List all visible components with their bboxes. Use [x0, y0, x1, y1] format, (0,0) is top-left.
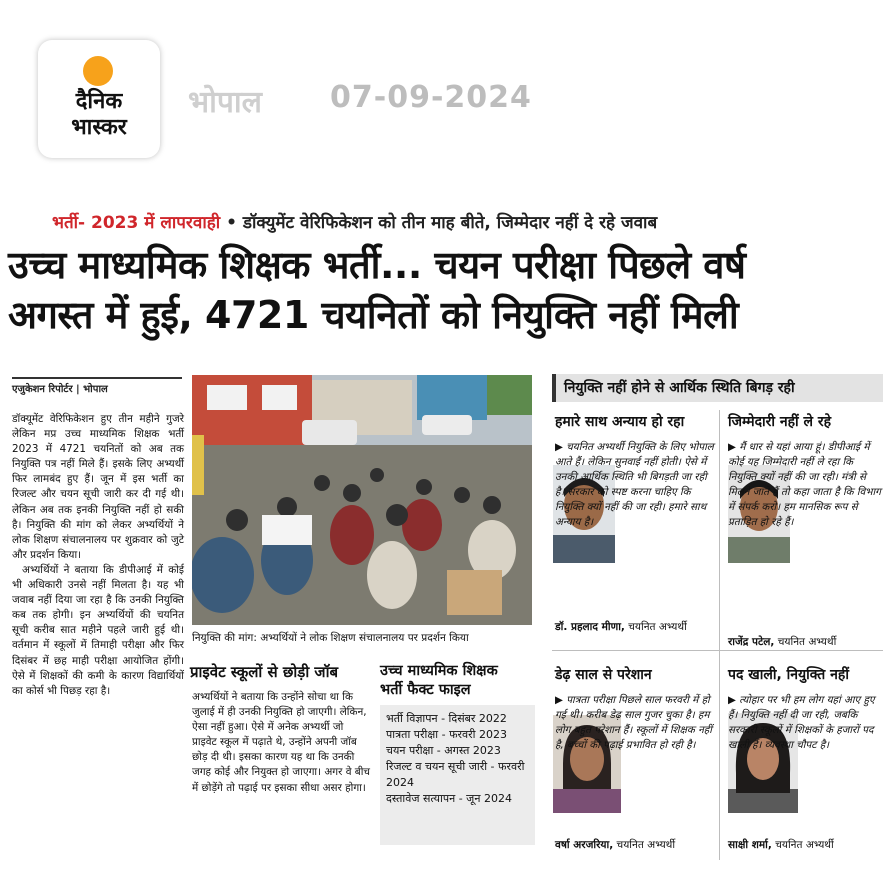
kicker-tag: भर्ती- 2023 में लापरवाही: [52, 213, 221, 233]
quote1-text: [555, 440, 717, 530]
quote-marker-icon: ▶: [728, 441, 740, 453]
quote4-text: [728, 693, 883, 753]
quote2-name: राजेंद्र पटेल,: [728, 636, 775, 648]
quote1-signature: [555, 620, 717, 635]
quote1-body: चयनित अभ्यर्थी नियुक्ति के लिए भोपाल आते हैं। लेकिन सुनवाई नहीं होती। ऐसे में उनकी आर्थिक स्थिति भी बिगड़ती जा रही है। सरकार को स्पष्ट करना चाहिए कि नियुक्ति क्यों नहीं की जा रही। हमारे साथ अन्याय है।: [555, 441, 714, 528]
quote4-heading: पद खाली, नियुक्ति नहीं: [728, 667, 849, 683]
quote1-role: चयनित अभ्यर्थी: [628, 621, 687, 633]
edition-date: 07-09-2024: [330, 80, 532, 115]
logo-sun-icon: [83, 56, 113, 86]
quote4-body: त्योहार पर भी हम लोग यहां आए हुए हैं। नियुक्ति नहीं दी जा रही, जबकि सरकारी स्कूलों में शिक्षकों के हजारों पद खाली हैं। व्यवस्था चौपट है।: [728, 694, 875, 751]
factfile-heading-line1: उच्च माध्यमिक शिक्षक: [380, 663, 498, 679]
factfile-item: पात्रता परीक्षा - फरवरी 2023: [386, 728, 508, 741]
byline: एजुकेशन रिपोर्टर | भोपाल: [12, 377, 182, 395]
headline-line1: उच्च माध्यमिक शिक्षक भर्ती... चयन परीक्षा पिछले वर्ष: [8, 243, 746, 287]
quote-marker-icon: ▶: [728, 694, 740, 706]
quote4-signature: [728, 838, 888, 853]
factfile-heading-line2: भर्ती फैक्ट फाइल: [380, 682, 471, 698]
main-story-para2: अभ्यर्थियों ने बताया कि डीपीआई में कोई भी अधिकारी उनसे नहीं मिलता है। यह भी जवाब नहीं दिया जा रहा है कि उनकी नियुक्ति कब तक होगी। इन अभ्यर्थियों की चयनित सूची करीब सात महीने पहले जारी हुई थी। वर्तमान में स्कूलों में तिमाही परीक्षा और फिर दिसंबर में छह माही परीक्षा आयोजित होंगी। ऐसे में शिक्षकों की कमी के कारण विद्यार्थियों का कोर्स भी पिछड़ रहा है।: [12, 563, 184, 697]
factfile-item: दस्तावेज सत्यापन - जून 2024: [386, 792, 512, 805]
quote3-name: वर्षा अरजरिया,: [555, 839, 614, 851]
protest-photo: [192, 375, 532, 625]
edition-city: भोपाल: [188, 85, 263, 120]
photo-caption: नियुक्ति की मांग: अभ्यर्थियों ने लोक शिक्षण संचालनालय पर प्रदर्शन किया: [192, 632, 469, 644]
headline-line2: अगस्त में हुई, 4721 चयनितों को नियुक्ति नहीं मिली: [8, 293, 739, 337]
factfile-item: भर्ती विज्ञापन - दिसंबर 2022: [386, 712, 507, 725]
column-divider: [719, 410, 720, 860]
main-story: [12, 412, 184, 699]
row-divider: [552, 650, 883, 651]
quote1-name: डॉ. प्रहलाद मीणा,: [555, 621, 625, 633]
protest-photo-illustration: [192, 375, 532, 625]
kicker-bullet: •: [226, 213, 243, 233]
quote4-name: साक्षी शर्मा,: [728, 839, 772, 851]
quote4-role: चयनित अभ्यर्थी: [775, 839, 834, 851]
factfile-heading: [380, 662, 540, 700]
right-banner: नियुक्ति नहीं होने से आर्थिक स्थिति बिगड़ रही: [552, 374, 883, 402]
private-school-heading: प्राइवेट स्कूलों से छोड़ी जॉब: [190, 663, 339, 681]
quote-marker-icon: ▶: [555, 441, 567, 453]
factfile-item: चयन परीक्षा - अगस्त 2023: [386, 744, 501, 757]
quote3-role: चयनित अभ्यर्थी: [616, 839, 676, 851]
kicker: [52, 210, 872, 233]
quote3-heading: डेढ़ साल से परेशान: [555, 667, 652, 683]
quote2-heading: जिम्मेदारी नहीं ले रहे: [728, 414, 832, 430]
kicker-text: डॉक्युमेंट वेरिफिकेशन को तीन माह बीते, जिम्मेदार नहीं दे रहे जवाब: [242, 213, 658, 233]
main-story-para1: डॉक्यूमेंट वेरिफिकेशन हुए तीन महीने गुजरे लेकिन मप्र उच्च माध्यमिक शिक्षक भर्ती 2023 में 4721 चयनितों को अब तक नियुक्ति पत्र नहीं मिले हैं। इसके लिए अभ्यर्थी फिर लामबंद हुए हैं। जून में इस भर्ती का रिजल्ट और चयन सूची जारी कर दी गई थी। लेकिन अब तक इनकी नियुक्ति नहीं हो सकी है। नियुक्ति की मांग को लेकर अभ्यर्थियों ने लोक शिक्षण संचालनालय पर शुक्रवार को जुटे और प्रदर्शन किया।: [12, 413, 184, 561]
factfile-box: [380, 705, 535, 845]
quote3-signature: [555, 838, 717, 853]
quote1-heading: हमारे साथ अन्याय हो रहा: [555, 414, 685, 430]
quote-marker-icon: ▶: [555, 694, 567, 706]
logo-text-line1: दैनिक: [75, 89, 123, 114]
quote3-text: [555, 693, 717, 753]
private-school-text: अभ्यर्थियों ने बताया कि उन्होंने सोचा था कि जुलाई में ही उनकी नियुक्ति हो जाएगी। लेकिन, ऐसा नहीं हुआ। ऐसे में अनेक अभ्यर्थी जो प्राइवेट स्कूल में पढ़ाते थे, उन्होंने अपनी जॉब छोड़ दी थी। इसका कारण यह था कि उनकी जगह कोई और नियुक्त हो जाएगा। अगर वे बीच में छोड़ेंगे तो पढ़ाई पर इसका सीधा असर होगा।: [192, 691, 370, 794]
quote2-signature: [728, 635, 883, 650]
quote3-body: पात्रता परीक्षा पिछले साल फरवरी में हो गई थी। करीब डेढ़ साल गुजर चुका है। हम लोग बहुत परेशान हैं। स्कूलों में शिक्षक नहीं है, बच्चों की पढ़ाई प्रभावित हो रही है।: [555, 694, 712, 751]
quote2-body: मैं धार से यहां आया हूं। डीपीआई में कोई यह जिम्मेदारी नहीं ले रहा कि नियुक्ति क्यों नहीं की जा रही। मंत्री से मिलने जाते हैं तो कहा जाता है कि विभाग में संपर्क करो। हम मानसिक रूप से प्रताड़ित हो रहे हैं।: [728, 441, 881, 528]
logo-text-line2: भास्कर: [71, 115, 127, 140]
quote2-role: चयनित अभ्यर्थी: [777, 636, 837, 648]
factfile-item: रिजल्ट व चयन सूची जारी - फरवरी 2024: [386, 760, 525, 789]
quote2-text: [728, 440, 883, 530]
headline: [8, 240, 888, 340]
